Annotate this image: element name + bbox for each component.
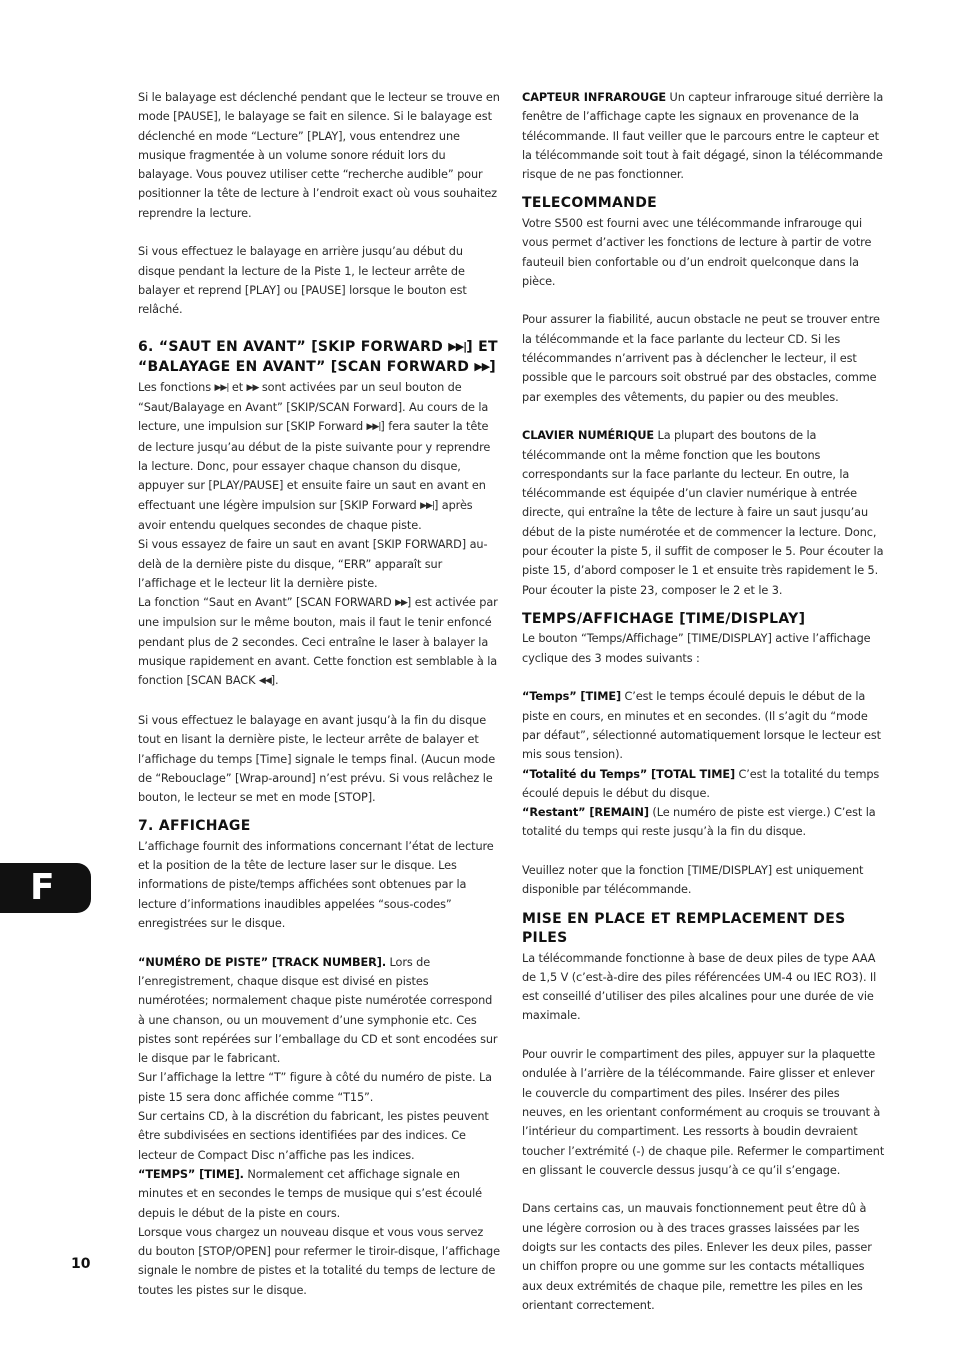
paragraph: “Restant” [REMAIN] (Le numéro de piste est vierge.) C’est la totalité du temps qui reste jusqu’à la fin du disque. [522,806,876,839]
paragraph: Dans certains cas, un mauvais fonctionnement peut être dû à une légère corrosion ou à des traces grasses laissées par les doigts sur les contacts des piles. Enlever les deux piles, passer un chiffon propre ou une gomme sur les contacts métalliques aux deux extrémités de chaque pile, remettre les piles en les orientant correctement. [522,1202,872,1312]
term-label: “Temps” [TIME] [522,690,622,704]
page-number: 10 [71,1256,91,1272]
term-label: “Restant” [REMAIN] [522,806,649,820]
paragraph: Lorsque vous chargez un nouveau disque et vous vous servez du bouton [STOP/OPEN] pour refermer le tiroir-disque, l’affichage signale le nombre de pistes et la totalité du temps de lecture de toutes les pistes sur le disque. [138,1225,500,1297]
paragraph: CAPTEUR INFRAROUGE Un capteur infrarouge situé derrière la fenêtre de l’affichage capte les signaux en provenance de la télécommande. Il faut veiller que le parcours entre le capteur et la télécommande soit tout à fait dégagé, sinon la télécommande risque de ne pas fonctionner. [522,91,884,182]
scan-forward-icon: ▶▶ [474,360,490,374]
section-heading-piles: MISE EN PLACE ET REMPLACEMENT DES PILES [522,910,846,947]
term-label: “NUMÉRO DE PISTE” [TRACK NUMBER]. [138,955,387,969]
term-label: “TEMPS” [TIME]. [138,1167,244,1181]
section-heading-6: 6. “SAUT EN AVANT” [SKIP FORWARD ▶▶|] ET “BALAYAGE EN AVANT” [SCAN FORWARD ▶▶] [138,338,498,376]
paragraph: Les fonctions ▶▶| et ▶▶ sont activées par un seul bouton de “Saut/Balayage en Avant” [SKIP/SCAN Forward]. Au cours de la lecture, une impulsion sur [SKIP Forward ▶▶|] fera sauter la tête de lecture jusqu’au début de la piste suivante pour y reprendre la lecture. Donc, pour essayer chaque chanson du disque, appuyer sur [PLAY/PAUSE] et ensuite faire un saut en avant en effectuant une légère impulsion sur [SKIP Forward ▶▶|] après avoir entendu quelques secondes de chaque piste. [138,380,491,532]
paragraph: Sur certains CD, à la discrétion du fabricant, les pistes peuvent être subdivisées en sections identifiées par des indices. Ce lecteur de Compact Disc n’affiche pas les indices. [138,1110,489,1162]
paragraph: Si le balayage est déclenché pendant que le lecteur se trouve en mode [PAUSE], le balayage se fait en silence. Si le balayage est déclenché en mode “Lecture” [PLAY], vous entendrez une musique fragmentée à un volume sonore réduit lors du balayage. Vous pouvez utiliser cette “recherche audible” pour positionner la tête de lecture à l’endroit exact où vous souhaitez reprendre la lecture. [138,91,500,220]
paragraph: Veuillez noter que la fonction [TIME/DISPLAY] est uniquement disponible par télécommande. [522,863,864,897]
scan-back-icon: ◀◀ [258,676,271,687]
language-section-tab [0,863,91,913]
right-column [522,88,886,1315]
paragraph: La fonction “Saut en Avant” [SCAN FORWARD ▶▶] est activée par une impulsion sur le même bouton, mais il faut le tenir enfoncé pendant plus de 2 secondes. Ceci entraîne le laser à balayer la musique rapidement en avant. Cette fonction est semblable à la fonction [SCAN BACK ◀◀]. [138,596,498,688]
paragraph: Pour assurer la fiabilité, aucun obstacle ne peut se trouver entre la télécommande et la face parlante du lecteur CD. Si les télécommandes n’arrivent pas à déclencher le lecteur, il est possible que le parcours soit obstrué par des obstacles, comme par exemples des vêtements, du papier ou des meubles. [522,313,880,404]
skip-forward-icon: ▶▶| [420,500,434,511]
paragraph: “Totalité du Temps” [TOTAL TIME] C’est la totalité du temps écoulé depuis le début du disque. [522,767,880,800]
left-column [138,88,500,1300]
term-label: “Totalité du Temps” [TOTAL TIME] [522,767,736,781]
skip-forward-icon: ▶▶| [448,339,467,353]
term-label: CLAVIER NUMÉRIQUE [522,429,655,443]
scan-forward-icon: ▶▶ [395,598,407,609]
term-label: CAPTEUR INFRAROUGE [522,91,667,104]
paragraph: Si vous essayez de faire un saut en avant [SKIP FORWARD] au-delà de la dernière piste du disque, “ERR” apparaît sur l’affichage et le lecteur lit la dernière piste. [138,538,488,590]
section-tab-letter: F [30,867,55,908]
paragraph: Si vous effectuez le balayage en arrière jusqu’au début du disque pendant la lecture de la Piste 1, le lecteur arrête de balayer et reprend [PLAY] ou [PAUSE] lorsque le bouton est relâché. [138,245,467,317]
skip-forward-icon: ▶▶| [366,422,381,433]
section-heading-telecommande: TELECOMMANDE [522,195,657,212]
paragraph: “Temps” [TIME] C’est le temps écoulé depuis le début de la piste en cours, en minutes et en secondes. (Il s’agit du “mode par défaut”, sélectionné automatiquement lorsque le lecteur est mis sous tension). [522,690,881,762]
paragraph: Sur l’affichage la lettre “T” figure à côté du numéro de piste. La piste 15 sera donc affichée comme “T15”. [138,1071,492,1104]
paragraph: Le bouton “Temps/Affichage” [TIME/DISPLAY] active l’affichage cyclique des 3 modes suivants : [522,632,871,665]
paragraph: Si vous effectuez le balayage en avant jusqu’à la fin du disque tout en lisant la dernière piste, le lecteur arrête de balayer et l’affichage du temps [Time] signale le temps final. (Aucun mode de “Rebouclage” [Wrap-around] n’est prévu. Si vous relâchez le bouton, le lecteur se met en mode [STOP]. [138,713,496,805]
paragraph: “TEMPS” [TIME]. Normalement cet affichage signale en minutes et en secondes le temps de musique qui s’est écoulé depuis le début de la piste en cours. [138,1167,483,1220]
paragraph: La télécommande fonctionne à base de deux piles de type AAA de 1,5 V (c’est-à-dire des piles référencées UM-4 ou IEC RO3). Il est conseillé d’utiliser des piles alcalines pour une durée de vie maximale. [522,951,877,1023]
paragraph: “NUMÉRO DE PISTE” [TRACK NUMBER]. Lors de l’enregistrement, chaque disque est divisé en pistes numérotées; normalement chaque piste numérotée correspond à une chanson, ou un mouvement d’une symphonie etc. Ces pistes sont repérées sur l’emballage du CD et sont encodées sur le disque par le fabricant. [138,955,498,1066]
paragraph: L’affichage fournit des informations concernant l’état de lecture et la position de la tête de lecture laser sur le disque. Les informations de piste/temps affichées sont obtenues par la lecture d’informations inaudibles appelées “sous-codes” enregistrées sur le disque. [138,839,494,931]
skip-forward-icon: ▶▶| [214,382,229,393]
paragraph: Votre S500 est fourni avec une télécommande infrarouge qui vous permet d’activer les fonctions de lecture à partir de votre fauteuil bien confortable ou d’un endroit quelconque dans la pièce. [522,216,872,288]
section-heading-time-display: TEMPS/AFFICHAGE [TIME/DISPLAY] [522,610,806,627]
section-heading-7: 7. AFFICHAGE [138,818,251,835]
scan-forward-icon: ▶▶ [246,382,259,393]
paragraph: Pour ouvrir le compartiment des piles, appuyer sur la plaquette ondulée à l’arrière de la télécommande. Faire glisser et enlever le couvercle du compartiment des piles. Insérer des piles neuves, en les orientant conformément au croquis se trouvant à l’intérieur du compartiment. Les ressorts à boudin devraient toucher l’extrémité (-) de chaque pile. Refermer le compartiment en glissant le couvercle dessus jusqu’à ce qu’il s’engage. [522,1048,885,1177]
paragraph: CLAVIER NUMÉRIQUE La plupart des boutons de la télécommande ont la même fonction que les boutons correspondants sur la face parlante du lecteur. En outre, la télécommande est équipée d’un clavier numérique à entrée directe, qui entraîne la tête de lecture à faire un saut jusqu’au début de la piste numérotée et de commencer la lecture. Donc, pour écouter la piste 5, il suffit de composer le 5. Pour écouter la piste 15, d’abord composer le 1 et ensuite très rapidement le 5. Pour écouter la piste 23, composer le 2 et le 3. [522,429,884,597]
